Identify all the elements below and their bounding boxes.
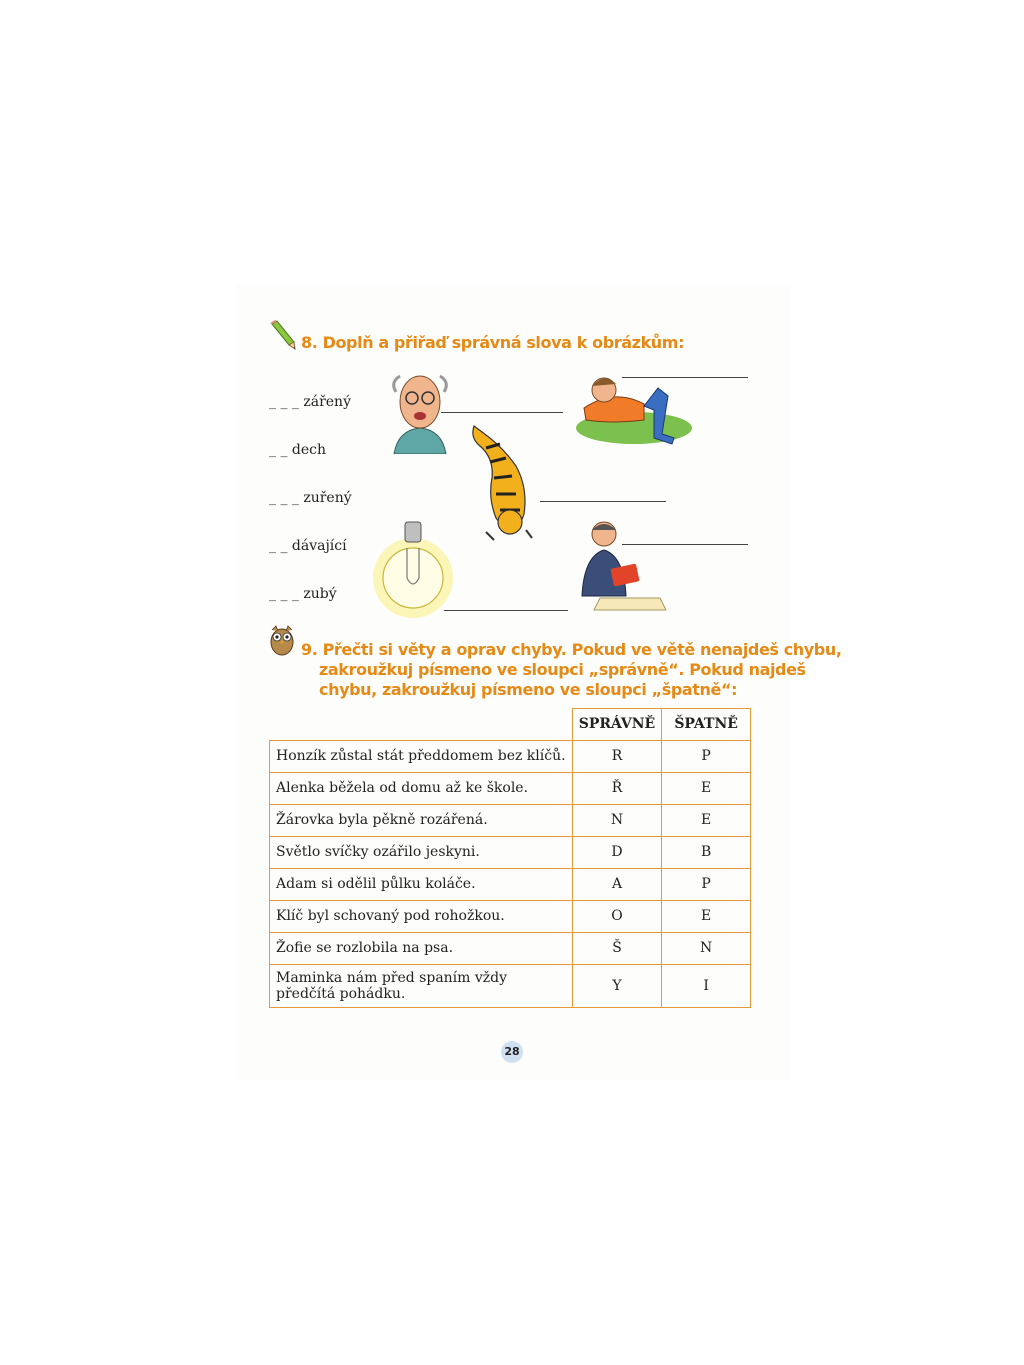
light-bulb-illustration [371,518,455,618]
table-row [270,868,751,900]
tiger-illustration [466,418,544,544]
wrong-letter[interactable]: N [662,932,751,964]
exercise-9-title-line-1: 9. Přečti si věty a oprav chyby. Pokud ve větě nenajdeš chybu, [301,640,842,659]
table-row [270,804,751,836]
correct-letter[interactable]: Y [572,964,661,1007]
sentence-cell: Klíč byl schovaný pod rohožkou. [270,900,573,932]
answer-line[interactable] [622,377,748,378]
correction-table [269,708,751,1008]
table-row [270,900,751,932]
table-row [270,964,751,1007]
column-header-correct: SPRÁVNĚ [572,709,661,741]
wrong-letter[interactable]: E [662,900,751,932]
table-row [270,772,751,804]
sentence-cell: Honzík zůstal stát předdomem bez klíčů. [270,740,573,772]
sentence-cell: Alenka běžela od domu až ke škole. [270,772,573,804]
word-item: _ _ _ zuřený [269,490,352,506]
correct-letter[interactable]: Š [572,932,661,964]
sentence-cell: Světlo svíčky ozářilo jeskyni. [270,836,573,868]
answer-line[interactable] [540,501,666,502]
wrong-letter[interactable]: E [662,804,751,836]
sentence-cell: Žofie se rozlobila na psa. [270,932,573,964]
reading-man-illustration [578,516,668,612]
answer-line[interactable] [622,544,748,545]
wrong-letter[interactable]: B [662,836,751,868]
wrong-letter[interactable]: P [662,740,751,772]
word-item: _ _ _ zářený [269,394,351,410]
table-row [270,740,751,772]
correct-letter[interactable]: N [572,804,661,836]
table-row [270,836,751,868]
wrong-letter[interactable]: P [662,868,751,900]
sentence-cell: Žárovka byla pěkně rozářená. [270,804,573,836]
table-row [270,932,751,964]
sentence-cell: Adam si odělil půlku koláče. [270,868,573,900]
resting-boy-illustration [574,368,696,446]
wrong-letter[interactable]: I [662,964,751,1007]
correct-letter[interactable]: A [572,868,661,900]
correct-letter[interactable]: D [572,836,661,868]
word-item: _ _ _ zubý [269,586,337,602]
pencil-icon [268,320,296,350]
wrong-letter[interactable]: E [662,772,751,804]
correct-letter[interactable]: Ř [572,772,661,804]
table-header-row [270,709,751,741]
answer-line[interactable] [441,412,563,413]
exercise-9-title-line-2: zakroužkuj písmeno ve sloupci „správně“. Pokud najdeš [319,660,806,679]
correct-letter[interactable]: O [572,900,661,932]
column-header-wrong: ŠPATNĚ [662,709,751,741]
word-item: _ _ dávající [269,538,347,554]
owl-icon [268,622,296,656]
word-item: _ _ dech [269,442,327,458]
page-number: 28 [501,1041,523,1063]
sentence-cell: Maminka nám před spaním vždy předčítá pohádku. [270,964,573,1007]
old-man-illustration [384,368,456,454]
correct-letter[interactable]: R [572,740,661,772]
answer-line[interactable] [444,610,568,611]
exercise-8-title: 8. Doplň a přiřaď správná slova k obrázkům: [301,333,685,352]
exercise-9-title-line-3: chybu, zakroužkuj písmeno ve sloupci „špatně“: [319,680,738,699]
